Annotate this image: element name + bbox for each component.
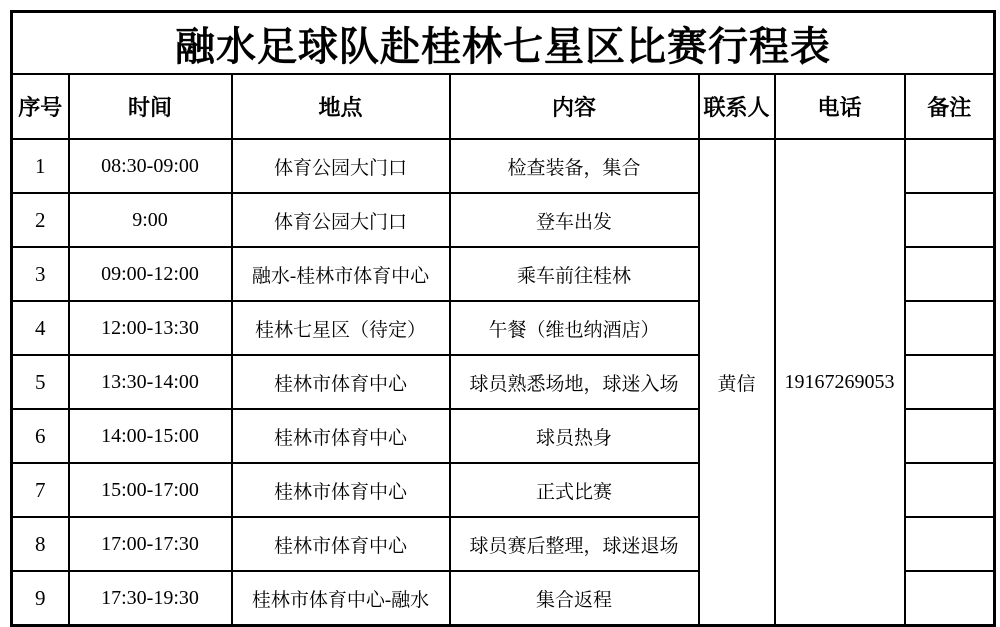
column-header-time: 时间 <box>69 74 232 139</box>
cell-content: 球员热身 <box>450 409 699 463</box>
cell-place: 体育公园大门口 <box>232 139 450 193</box>
column-header-no: 序号 <box>12 74 69 139</box>
cell-place: 桂林七星区（待定） <box>232 301 450 355</box>
cell-time: 12:00-13:30 <box>69 301 232 355</box>
cell-time: 17:30-19:30 <box>69 571 232 626</box>
cell-note <box>905 139 995 193</box>
cell-content: 乘车前往桂林 <box>450 247 699 301</box>
cell-note <box>905 247 995 301</box>
cell-content: 检查装备，集合 <box>450 139 699 193</box>
cell-note <box>905 409 995 463</box>
cell-place: 融水-桂林市体育中心 <box>232 247 450 301</box>
cell-no: 3 <box>12 247 69 301</box>
column-header-contact: 联系人 <box>699 74 775 139</box>
schedule-table <box>10 10 996 627</box>
column-header-phone: 电话 <box>775 74 905 139</box>
title-row <box>12 12 995 75</box>
cell-place: 桂林市体育中心 <box>232 463 450 517</box>
cell-no: 6 <box>12 409 69 463</box>
cell-time: 9:00 <box>69 193 232 247</box>
column-header-place: 地点 <box>232 74 450 139</box>
cell-time: 17:00-17:30 <box>69 517 232 571</box>
cell-note <box>905 571 995 626</box>
cell-note <box>905 517 995 571</box>
cell-no: 4 <box>12 301 69 355</box>
column-header-content: 内容 <box>450 74 699 139</box>
cell-content: 球员熟悉场地，球迷入场 <box>450 355 699 409</box>
cell-note <box>905 355 995 409</box>
cell-time: 14:00-15:00 <box>69 409 232 463</box>
column-header-row <box>12 74 995 139</box>
cell-time: 09:00-12:00 <box>69 247 232 301</box>
cell-no: 9 <box>12 571 69 626</box>
cell-place: 桂林市体育中心 <box>232 409 450 463</box>
cell-time: 15:00-17:00 <box>69 463 232 517</box>
cell-no: 5 <box>12 355 69 409</box>
page-title: 融水足球队赴桂林七星区比赛行程表 <box>12 12 995 75</box>
cell-content: 球员赛后整理，球迷退场 <box>450 517 699 571</box>
cell-content: 集合返程 <box>450 571 699 626</box>
cell-content: 正式比赛 <box>450 463 699 517</box>
cell-content: 登车出发 <box>450 193 699 247</box>
cell-note <box>905 193 995 247</box>
cell-time: 08:30-09:00 <box>69 139 232 193</box>
cell-note <box>905 301 995 355</box>
cell-no: 8 <box>12 517 69 571</box>
cell-contact-phone: 19167269053 <box>775 139 905 626</box>
cell-contact-name: 黄信 <box>699 139 775 626</box>
cell-place: 体育公园大门口 <box>232 193 450 247</box>
cell-place: 桂林市体育中心-融水 <box>232 571 450 626</box>
table-row <box>12 139 995 193</box>
cell-no: 1 <box>12 139 69 193</box>
cell-place: 桂林市体育中心 <box>232 355 450 409</box>
cell-content: 午餐（维也纳酒店） <box>450 301 699 355</box>
cell-time: 13:30-14:00 <box>69 355 232 409</box>
cell-place: 桂林市体育中心 <box>232 517 450 571</box>
cell-no: 7 <box>12 463 69 517</box>
column-header-note: 备注 <box>905 74 995 139</box>
cell-note <box>905 463 995 517</box>
cell-no: 2 <box>12 193 69 247</box>
